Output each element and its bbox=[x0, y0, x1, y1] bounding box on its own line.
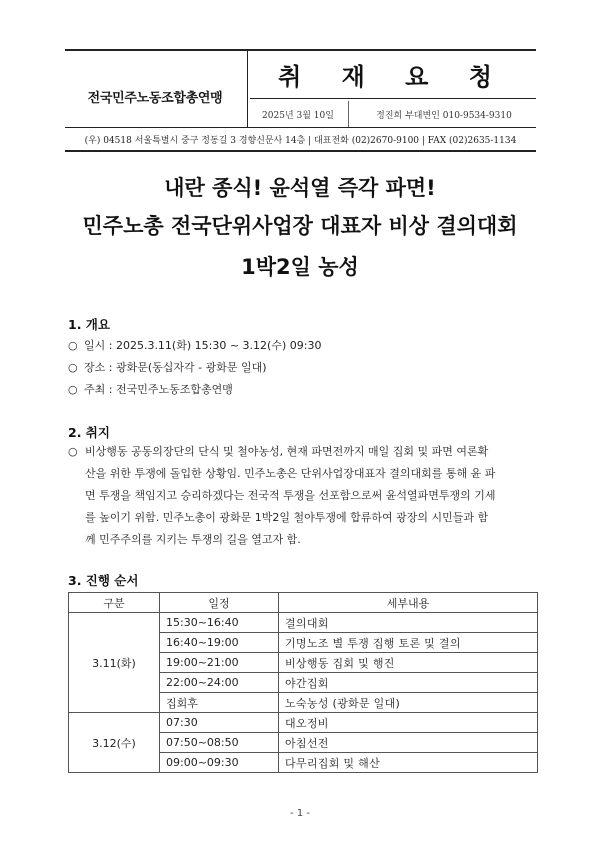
headline-line-2: 민주노총 전국단위사업장 대표자 비상 결의대회 bbox=[82, 214, 518, 238]
overview-item-place bbox=[68, 359, 267, 375]
bullet-circle-icon: ○ bbox=[68, 361, 78, 374]
release-date: 2025년 3월 10일 bbox=[262, 110, 334, 121]
org-name: 전국민주노동조합총연맹 bbox=[87, 90, 223, 106]
time-cell: 09:00~09:30 bbox=[160, 753, 279, 773]
bullet-circle-icon: ○ bbox=[68, 445, 78, 458]
purpose-line: 께 민주주의를 지키는 투쟁의 길을 열고자 함. bbox=[85, 533, 301, 546]
header-base-rule bbox=[65, 127, 536, 128]
page-number: - 1 - bbox=[290, 808, 310, 819]
purpose-paragraph bbox=[68, 441, 538, 551]
header-date-divider bbox=[348, 101, 349, 127]
detail-cell: 야간집회 bbox=[279, 673, 538, 693]
schedule-table bbox=[68, 592, 538, 773]
purpose-line: 면 투쟁을 책임지고 승리하겠다는 전국적 투쟁을 선포함으로써 윤석열파면투쟁의 기세 bbox=[85, 489, 496, 502]
bullet-circle-icon: ○ bbox=[68, 383, 78, 396]
time-cell: 07:30 bbox=[160, 713, 279, 733]
table-header-row bbox=[69, 593, 538, 613]
time-cell: 15:30~16:40 bbox=[160, 613, 279, 633]
day-cell: 3.11(화) bbox=[69, 613, 160, 713]
overview-item-date bbox=[68, 337, 321, 353]
detail-cell: 노숙농성 (광화문 일대) bbox=[279, 693, 538, 713]
time-cell: 19:00~21:00 bbox=[160, 653, 279, 673]
overview-item-host bbox=[68, 381, 233, 397]
overview-item-text: 일시 : 2025.3.11(화) 15:30 ~ 3.12(수) 09:30 bbox=[84, 339, 322, 352]
header-divider bbox=[247, 50, 248, 128]
contact-info: 정진희 부대변인 010-9534-9310 bbox=[376, 110, 512, 121]
header-mid-rule bbox=[250, 98, 536, 99]
purpose-line: 를 높이기 위함. 민주노총이 광화문 1박2일 철야투쟁에 합류하여 광장의 시민들과 함 bbox=[85, 511, 489, 524]
detail-cell: 대오정비 bbox=[279, 713, 538, 733]
time-cell: 16:40~19:00 bbox=[160, 633, 279, 653]
headline-line-3: 1박2일 농성 bbox=[241, 255, 359, 279]
time-cell: 22:00~24:00 bbox=[160, 673, 279, 693]
column-header-time: 일정 bbox=[160, 593, 279, 613]
overview-item-text: 주최 : 전국민주노동조합총연맹 bbox=[84, 383, 233, 396]
org-address: (우) 04518 서울특별시 중구 정동길 3 경향신문사 14층 | 대표전화 (02)2670-9100 | FAX (02)2635-1134 bbox=[84, 135, 517, 146]
header-bottom-rule bbox=[65, 150, 536, 152]
column-header-detail: 세부내용 bbox=[279, 593, 538, 613]
purpose-line: 비상행동 공동의장단의 단식 및 철야농성, 현재 파면전까지 매일 집회 및 파면 여론확 bbox=[85, 445, 489, 458]
section-title-purpose: 2. 취지 bbox=[68, 425, 110, 440]
time-cell: 07:50~08:50 bbox=[160, 733, 279, 753]
time-cell: 집회후 bbox=[160, 693, 279, 713]
bullet-circle-icon: ○ bbox=[68, 339, 78, 352]
purpose-line: 산을 위한 투쟁에 돌입한 상황임. 민주노총은 단위사업장대표자 결의대회를 통해 윤 파 bbox=[85, 467, 496, 480]
detail-cell: 기명노조 별 투쟁 집행 토론 및 결의 bbox=[279, 633, 538, 653]
section-title-schedule: 3. 진행 순서 bbox=[68, 573, 139, 588]
headline-line-1: 내란 종식! 윤석열 즉각 파면! bbox=[164, 176, 436, 200]
document-type-title: 취 재 요 청 bbox=[278, 62, 508, 91]
column-header-category: 구분 bbox=[69, 593, 160, 613]
detail-cell: 아침선전 bbox=[279, 733, 538, 753]
detail-cell: 다무리집회 및 해산 bbox=[279, 753, 538, 773]
table-row bbox=[69, 613, 538, 633]
overview-item-text: 장소 : 광화문(동십자각 - 광화문 일대) bbox=[84, 361, 267, 374]
day-cell: 3.12(수) bbox=[69, 713, 160, 773]
table-row bbox=[69, 713, 538, 733]
detail-cell: 결의대회 bbox=[279, 613, 538, 633]
header-top-rule bbox=[65, 49, 536, 51]
section-title-overview: 1. 개요 bbox=[68, 317, 110, 332]
detail-cell: 비상행동 집회 및 행진 bbox=[279, 653, 538, 673]
